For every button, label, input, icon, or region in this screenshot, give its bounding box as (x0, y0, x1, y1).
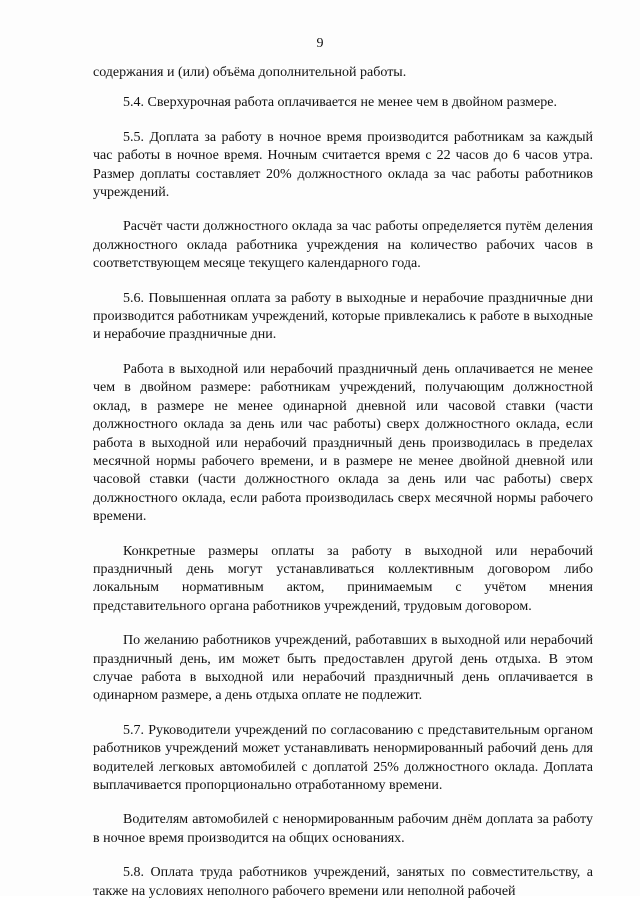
paragraph-hourly-rate: Расчёт части должностного оклада за час работы определяется путём деления должностного оклада работника учреждения на количество рабочих часов в соответствующем месяце текущего календарного года. (93, 219, 593, 272)
paragraph-holiday-pay: Работа в выходной или нерабочий праздничный день оплачивается не менее чем в двойном размере: работникам учреждений, получающим должностной оклад, в размере не менее одинарной дневной или часовой ставки (части должностного оклада за день или час работы) сверх должностного оклада, если работа в выходной или нерабочий праздничный день производилась в пределах месячной нормы рабочего времени, и в размере не менее двойной дневной или часовой ставки (части должностного оклада за день или час работы) сверх должностного оклада, если работа производилась сверх месячной нормы рабочего времени. (93, 361, 593, 525)
paragraph-5-8: 5.8. Оплата труда работников учреждений, занятых по совместительству, а также на условиях неполного рабочего времени или неполной рабочей (93, 865, 593, 899)
paragraph-5-6: 5.6. Повышенная оплата за работу в выходные и нерабочие праздничные дни производится работникам учреждений, которые привлекались к работе в выходные и нерабочие праздничные дни. (93, 290, 593, 343)
paragraph-5-5: 5.5. Доплата за работу в ночное время производится работникам за каждый час работы в ночное время. Ночным считается время с 22 часов до 6 часов утра. Размер доплаты составляет 20% должностного оклада за час работы работников учреждений. (93, 129, 593, 201)
paragraph-specific-amounts: Конкретные размеры оплаты за работу в выходной или нерабочий праздничный день могут устанавливаться коллективным договором либо локальным нормативным актом, принимаемым с учётом мнения представительного органа работников учреждений, трудовым договором. (93, 543, 593, 614)
paragraph-5-7: 5.7. Руководители учреждений по согласованию с представительным органом работников учреждений может устанавливать ненормированный рабочий день для водителей легковых автомобилей с доплатой 25% должностного оклада. Доплата выплачивается пропорционально отработанному времени. (93, 722, 593, 793)
document-body (93, 64, 593, 917)
paragraph-continuation: содержания и (или) объёма дополнительной работы. (93, 65, 407, 80)
paragraph-5-4: 5.4. Сверхурочная работа оплачивается не менее чем в двойном размере. (123, 95, 557, 111)
page-number: 9 (316, 36, 324, 51)
paragraph-rest-day: По желанию работников учреждений, работавших в выходной или нерабочий праздничный день, им может быть предоставлен другой день отдыха. В этом случае работа в выходной или нерабочий праздничный день оплачивается в одинарном размере, а день отдыха оплате не подлежит. (93, 633, 593, 704)
paragraph-drivers-night: Водителям автомобилей с ненормированным рабочим днём доплата за работу в ночное время производится на общих основаниях. (93, 812, 593, 846)
